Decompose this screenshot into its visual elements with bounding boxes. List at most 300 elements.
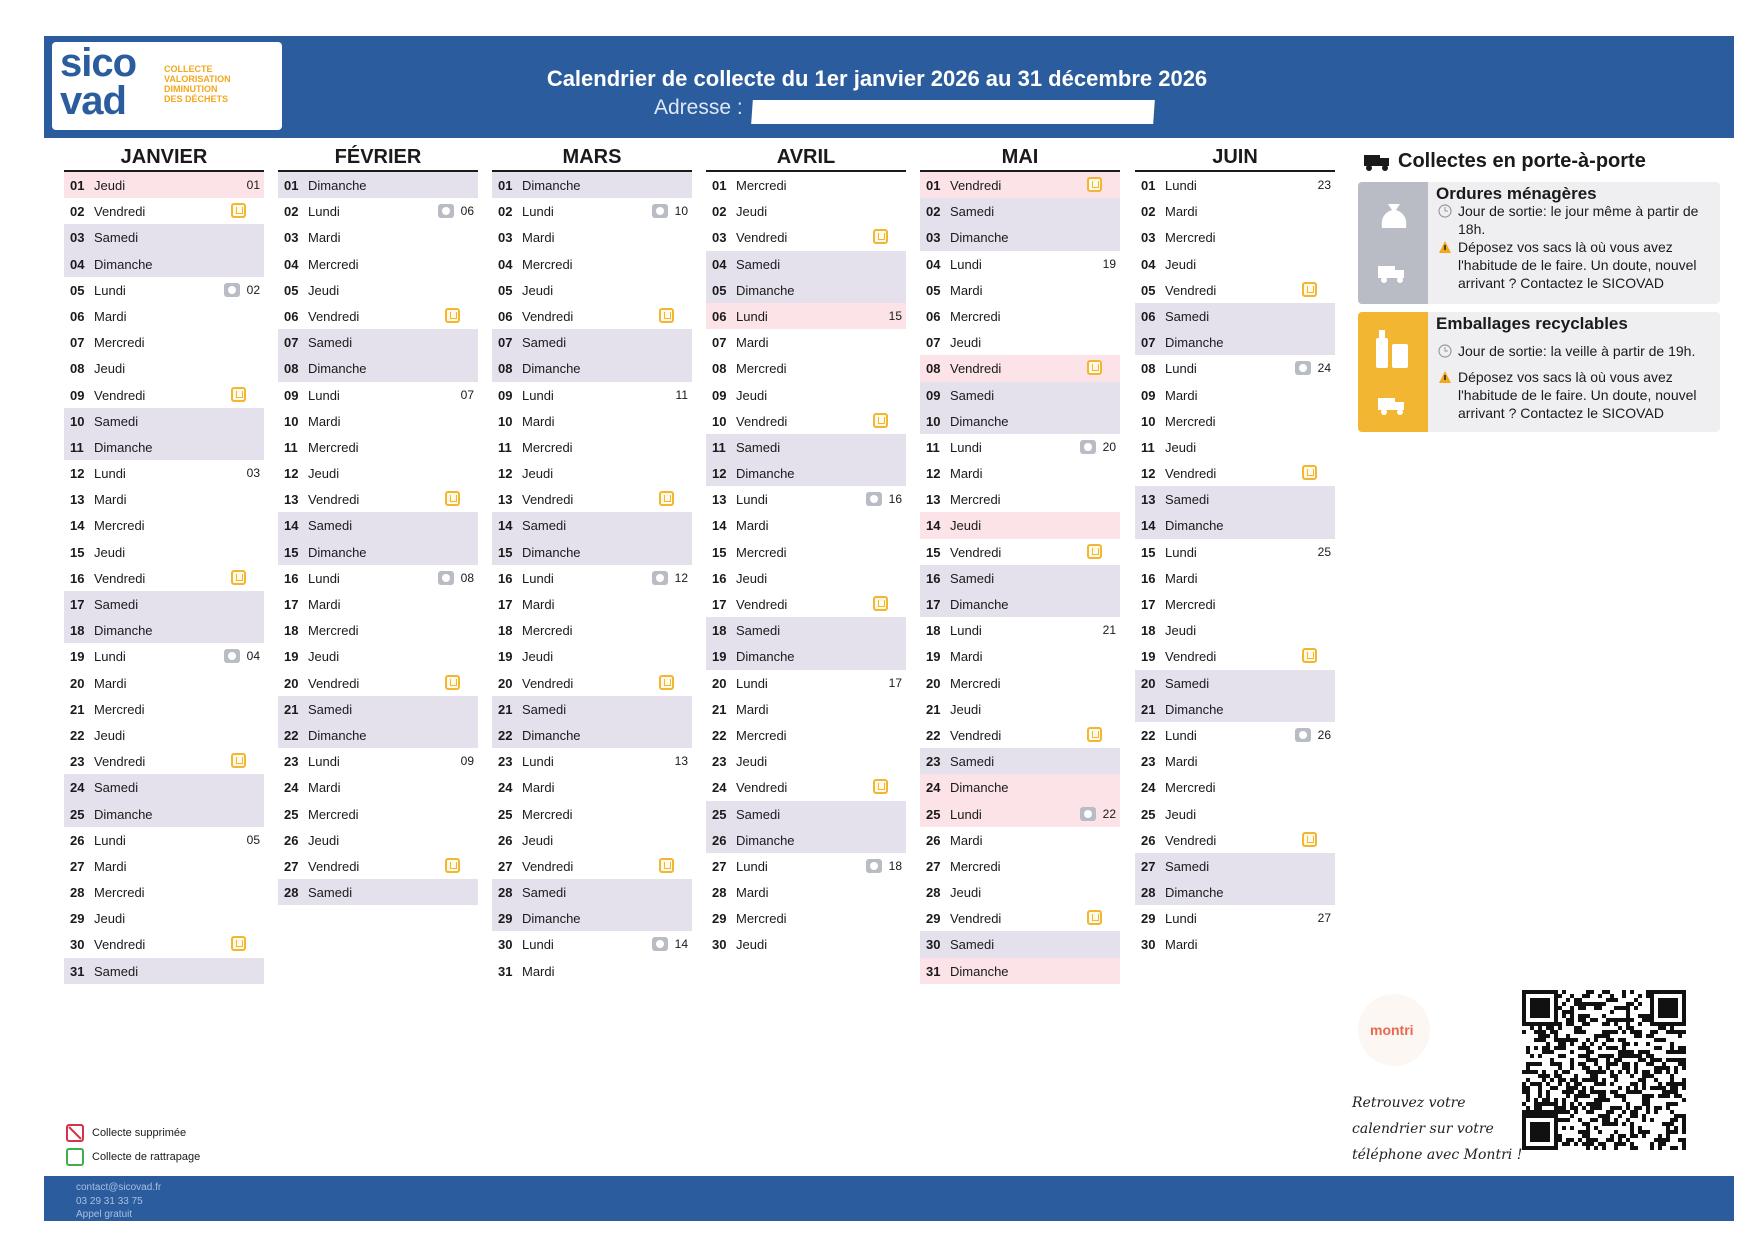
day-number: 19: [1141, 649, 1156, 665]
day-number: 16: [1141, 570, 1156, 586]
day-number: 08: [712, 361, 727, 377]
day-name: Mercredi: [308, 623, 359, 639]
day-number: 23: [926, 754, 941, 770]
day-number: 06: [284, 308, 299, 324]
day-row: [492, 905, 692, 931]
day-number: 26: [712, 832, 727, 848]
day-row: [920, 696, 1120, 722]
day-row: [706, 486, 906, 512]
day-row: [492, 879, 692, 905]
day-row: [278, 827, 478, 853]
day-name: Samedi: [1165, 675, 1210, 691]
day-row: [1135, 382, 1335, 408]
day-number: 30: [70, 937, 85, 953]
day-name: Vendredi: [1165, 282, 1217, 298]
day-name: Vendredi: [522, 308, 574, 324]
day-number: 02: [712, 204, 727, 220]
day-number: 26: [498, 832, 513, 848]
week-number: 05: [246, 832, 260, 847]
recycling-bin-icon: [659, 858, 674, 873]
day-number: 08: [70, 361, 85, 377]
day-number: 07: [926, 335, 941, 351]
day-number: 11: [926, 439, 940, 455]
page-title: Calendrier de collecte du 1er janvier 2026 au 31 décembre 2026: [546, 66, 1208, 91]
day-name: Mardi: [1165, 754, 1198, 770]
day-row: [706, 722, 906, 748]
day-number: 16: [498, 570, 513, 586]
day-name: Mardi: [950, 282, 983, 298]
day-row: [492, 329, 692, 355]
recycling-bin-icon: [1302, 282, 1317, 297]
day-name: Samedi: [950, 937, 995, 953]
day-name: Jeudi: [736, 754, 768, 770]
day-number: 29: [712, 911, 727, 927]
day-name: Vendredi: [308, 492, 360, 508]
day-name: Mercredi: [736, 178, 787, 193]
day-row: [920, 827, 1120, 853]
day-number: 02: [70, 204, 85, 220]
day-row: [1135, 512, 1335, 538]
month-column: [706, 144, 906, 958]
day-number: 19: [926, 649, 941, 665]
day-number: 31: [70, 963, 85, 979]
day-number: 01: [498, 178, 513, 193]
recycling-bin-icon: [1087, 910, 1102, 925]
rattrapage-icon: [66, 1148, 84, 1166]
ordures-icon: [438, 571, 454, 585]
day-name: Mardi: [308, 230, 341, 246]
day-row: [492, 172, 692, 198]
day-number: 15: [498, 544, 513, 560]
month-column: [1135, 144, 1335, 958]
week-number: 17: [888, 675, 902, 690]
week-number: 04: [246, 649, 260, 664]
day-name: Vendredi: [522, 492, 574, 508]
day-number: 07: [1141, 335, 1156, 351]
day-name: Dimanche: [950, 413, 1009, 429]
day-row: [64, 931, 264, 957]
day-name: Vendredi: [950, 178, 1002, 193]
day-row: [706, 801, 906, 827]
ordures-icon: [652, 571, 668, 585]
day-row: [706, 539, 906, 565]
month-column: [278, 144, 478, 905]
ordures-icon: [1295, 728, 1311, 742]
day-row: [1135, 277, 1335, 303]
day-number: 02: [284, 204, 299, 220]
day-name: Mardi: [94, 308, 127, 324]
day-row: [64, 696, 264, 722]
day-number: 09: [498, 387, 513, 403]
day-number: 06: [70, 308, 85, 324]
day-row: [920, 486, 1120, 512]
emballages-card: [1358, 312, 1720, 432]
day-name: Lundi: [1165, 911, 1197, 927]
day-name: Vendredi: [1165, 832, 1217, 848]
day-name: Lundi: [1165, 544, 1197, 560]
day-name: Lundi: [522, 204, 554, 220]
day-name: Jeudi: [736, 204, 768, 220]
day-number: 23: [70, 754, 85, 770]
day-name: Jeudi: [94, 727, 126, 743]
day-name: Mercredi: [950, 492, 1001, 508]
day-row: [492, 382, 692, 408]
day-name: Lundi: [950, 623, 982, 639]
day-row: [492, 512, 692, 538]
day-name: Jeudi: [94, 544, 126, 560]
day-row: [706, 460, 906, 486]
day-number: 12: [1141, 466, 1156, 482]
day-row: [278, 565, 478, 591]
day-name: Vendredi: [94, 570, 146, 586]
day-number: 04: [926, 256, 941, 272]
recycling-bin-icon: [445, 858, 460, 873]
day-number: 12: [712, 466, 727, 482]
day-number: 10: [70, 413, 85, 429]
recycling-bin-icon: [1087, 544, 1102, 559]
day-number: 18: [926, 623, 941, 639]
day-number: 03: [1141, 230, 1156, 246]
day-name: Mercredi: [1165, 780, 1216, 796]
day-number: 12: [284, 466, 299, 482]
day-number: 08: [926, 361, 941, 377]
day-number: 03: [926, 230, 941, 246]
day-row: [64, 434, 264, 460]
day-number: 25: [498, 806, 513, 822]
day-name: Dimanche: [308, 544, 367, 560]
day-number: 03: [70, 230, 85, 246]
week-number: 09: [460, 754, 474, 769]
day-number: 24: [70, 780, 85, 796]
day-row: [706, 251, 906, 277]
day-number: 13: [712, 492, 727, 508]
day-number: 27: [712, 858, 727, 874]
day-name: Vendredi: [736, 413, 788, 429]
ordures-icon: [224, 283, 240, 297]
day-number: 12: [70, 466, 85, 482]
recycling-bin-icon: [231, 753, 246, 768]
day-row: [706, 434, 906, 460]
day-number: 21: [1141, 701, 1156, 717]
week-number: 24: [1317, 361, 1331, 376]
day-number: 21: [498, 701, 513, 717]
day-name: Jeudi: [950, 518, 982, 534]
day-name: Mercredi: [308, 806, 359, 822]
day-number: 25: [284, 806, 299, 822]
day-number: 11: [70, 439, 84, 455]
day-row: [492, 958, 692, 984]
day-number: 10: [712, 413, 727, 429]
recycling-bin-icon: [231, 387, 246, 402]
day-number: 19: [498, 649, 513, 665]
day-row: [706, 853, 906, 879]
day-name: Dimanche: [950, 963, 1009, 979]
day-row: [278, 696, 478, 722]
day-number: 16: [712, 570, 727, 586]
recycling-bin-icon: [231, 203, 246, 218]
day-number: 22: [70, 727, 85, 743]
month-column: [492, 144, 692, 984]
day-row: [1135, 670, 1335, 696]
day-name: Lundi: [736, 308, 768, 324]
day-name: Jeudi: [94, 178, 126, 193]
day-row: [278, 224, 478, 250]
day-row: [278, 774, 478, 800]
day-name: Mercredi: [950, 308, 1001, 324]
day-row: [920, 748, 1120, 774]
day-number: 19: [284, 649, 299, 665]
day-number: 27: [70, 858, 85, 874]
day-name: Dimanche: [736, 649, 795, 665]
day-row: [920, 565, 1120, 591]
day-row: [920, 408, 1120, 434]
week-number: 03: [246, 466, 260, 481]
recycling-bin-icon: [873, 779, 888, 794]
montri-logo: montri: [1358, 994, 1430, 1066]
recycling-bin-icon: [873, 596, 888, 611]
day-row: [278, 591, 478, 617]
emballages-line1: Jour de sortie: la veille à partir de 19h.: [1458, 343, 1696, 359]
day-name: Mardi: [94, 492, 127, 508]
footer-phone[interactable]: 03 29 31 33 75: [76, 1196, 143, 1207]
day-row: [920, 853, 1120, 879]
day-name: Samedi: [1165, 492, 1210, 508]
day-row: [492, 277, 692, 303]
day-number: 07: [498, 335, 513, 351]
day-number: 01: [70, 178, 85, 193]
emballages-strip: [1358, 312, 1428, 432]
day-row: [706, 774, 906, 800]
day-row: [64, 198, 264, 224]
day-row: [64, 512, 264, 538]
day-name: Samedi: [308, 518, 353, 534]
day-number: 27: [926, 858, 941, 874]
day-row: [1135, 539, 1335, 565]
day-row: [278, 670, 478, 696]
qr-code[interactable]: [1522, 990, 1686, 1150]
day-number: 18: [284, 623, 299, 639]
day-number: 19: [712, 649, 727, 665]
recycling-bin-icon: [1302, 465, 1317, 480]
day-row: [1135, 931, 1335, 957]
week-number: 25: [1317, 544, 1331, 559]
day-number: 20: [498, 675, 513, 691]
ordures-icon: [224, 649, 240, 663]
day-name: Jeudi: [522, 282, 554, 298]
day-name: Mardi: [950, 466, 983, 482]
day-name: Jeudi: [522, 832, 554, 848]
day-number: 30: [498, 937, 513, 953]
week-number: 19: [1102, 256, 1116, 271]
day-number: 26: [284, 832, 299, 848]
day-row: [64, 355, 264, 381]
day-name: Mardi: [522, 597, 555, 612]
day-name: Mercredi: [94, 518, 145, 534]
day-row: [706, 931, 906, 957]
day-row: [706, 277, 906, 303]
day-row: [492, 801, 692, 827]
day-number: 09: [926, 387, 941, 403]
day-number: 23: [1141, 754, 1156, 770]
day-row: [492, 853, 692, 879]
day-name: Mercredi: [736, 911, 787, 927]
day-row: [1135, 827, 1335, 853]
day-name: Lundi: [736, 492, 768, 508]
day-number: 27: [1141, 858, 1156, 874]
day-number: 17: [1141, 597, 1156, 612]
day-number: 31: [926, 963, 941, 979]
day-row: [1135, 801, 1335, 827]
day-name: Dimanche: [94, 439, 153, 455]
day-number: 17: [712, 597, 727, 612]
day-name: Mardi: [1165, 204, 1198, 220]
ordures-icon: [1080, 807, 1096, 821]
day-row: [64, 565, 264, 591]
day-row: [492, 198, 692, 224]
day-name: Jeudi: [950, 335, 982, 351]
day-name: Mardi: [308, 597, 341, 612]
clock-icon: [1438, 204, 1452, 218]
day-row: [64, 251, 264, 277]
footer-email[interactable]: contact@sicovad.fr: [76, 1182, 162, 1193]
month-name: MAI: [920, 144, 1120, 172]
day-name: Jeudi: [94, 361, 126, 377]
day-row: [278, 277, 478, 303]
recycling-bin-icon: [231, 570, 246, 585]
recycling-bin-icon: [231, 936, 246, 951]
day-number: 02: [498, 204, 513, 220]
day-number: 18: [712, 623, 727, 639]
day-row: [706, 905, 906, 931]
day-row: [492, 224, 692, 250]
day-number: 23: [712, 754, 727, 770]
day-number: 05: [1141, 282, 1156, 298]
week-number: 10: [674, 204, 688, 219]
day-row: [706, 512, 906, 538]
day-row: [64, 591, 264, 617]
day-number: 01: [926, 178, 941, 193]
day-number: 31: [498, 963, 513, 979]
day-row: [64, 539, 264, 565]
day-name: Jeudi: [308, 282, 340, 298]
day-row: [278, 251, 478, 277]
month-column: [64, 144, 264, 984]
day-number: 22: [926, 727, 941, 743]
day-number: 20: [284, 675, 299, 691]
day-row: [64, 774, 264, 800]
day-name: Samedi: [308, 701, 353, 717]
day-name: Lundi: [308, 387, 340, 403]
day-name: Mardi: [950, 832, 983, 848]
day-number: 17: [926, 597, 941, 612]
day-name: Mercredi: [94, 885, 145, 901]
day-number: 01: [712, 178, 727, 193]
day-number: 16: [284, 570, 299, 586]
day-number: 24: [498, 780, 513, 796]
ordures-card: [1358, 182, 1720, 304]
day-name: Jeudi: [308, 832, 340, 848]
day-name: Mardi: [94, 858, 127, 874]
day-name: Samedi: [736, 623, 781, 639]
week-number: 27: [1317, 911, 1331, 926]
day-name: Mardi: [736, 518, 769, 534]
day-row: [920, 277, 1120, 303]
day-name: Samedi: [950, 387, 995, 403]
day-row: [706, 224, 906, 250]
day-number: 29: [498, 911, 513, 927]
day-name: Lundi: [94, 282, 126, 298]
day-row: [492, 722, 692, 748]
day-name: Samedi: [736, 439, 781, 455]
day-name: Mercredi: [94, 701, 145, 717]
day-row: [492, 486, 692, 512]
day-name: Jeudi: [950, 885, 982, 901]
recycling-bin-icon: [873, 229, 888, 244]
day-number: 28: [498, 885, 513, 901]
day-row: [278, 172, 478, 198]
day-row: [278, 617, 478, 643]
day-number: 19: [70, 649, 85, 665]
day-row: [920, 905, 1120, 931]
day-name: Samedi: [308, 335, 353, 351]
recycling-bin-icon: [445, 308, 460, 323]
day-name: Mercredi: [950, 858, 1001, 874]
day-row: [64, 853, 264, 879]
day-number: 12: [498, 466, 513, 482]
warning-icon: [1438, 240, 1452, 254]
day-row: [920, 224, 1120, 250]
week-number: 08: [460, 570, 474, 585]
day-row: [278, 748, 478, 774]
day-row: [64, 722, 264, 748]
day-number: 08: [498, 361, 513, 377]
day-number: 07: [70, 335, 85, 351]
recycling-bin-icon: [659, 675, 674, 690]
day-row: [492, 539, 692, 565]
day-name: Jeudi: [522, 466, 554, 482]
day-number: 03: [712, 230, 727, 246]
day-number: 14: [1141, 518, 1156, 534]
day-number: 21: [926, 701, 941, 717]
day-number: 30: [1141, 937, 1156, 953]
day-number: 16: [70, 570, 85, 586]
day-number: 11: [1141, 439, 1155, 455]
ordures-icon: [1080, 440, 1096, 454]
day-row: [920, 591, 1120, 617]
day-name: Mercredi: [308, 439, 359, 455]
day-name: Vendredi: [522, 675, 574, 691]
day-number: 18: [498, 623, 513, 639]
day-name: Mardi: [94, 675, 127, 691]
day-row: [1135, 224, 1335, 250]
ordures-title: Ordures ménagères: [1436, 184, 1597, 203]
day-name: Jeudi: [1165, 623, 1197, 639]
week-number: 14: [674, 937, 688, 952]
day-row: [278, 408, 478, 434]
day-row: [706, 696, 906, 722]
day-number: 17: [70, 597, 85, 612]
day-row: [492, 748, 692, 774]
day-row: [1135, 329, 1335, 355]
day-row: [1135, 408, 1335, 434]
day-number: 04: [712, 256, 727, 272]
day-row: [706, 879, 906, 905]
day-number: 20: [70, 675, 85, 691]
day-number: 17: [498, 597, 513, 612]
day-name: Dimanche: [94, 623, 153, 639]
day-number: 04: [284, 256, 299, 272]
day-name: Jeudi: [308, 466, 340, 482]
